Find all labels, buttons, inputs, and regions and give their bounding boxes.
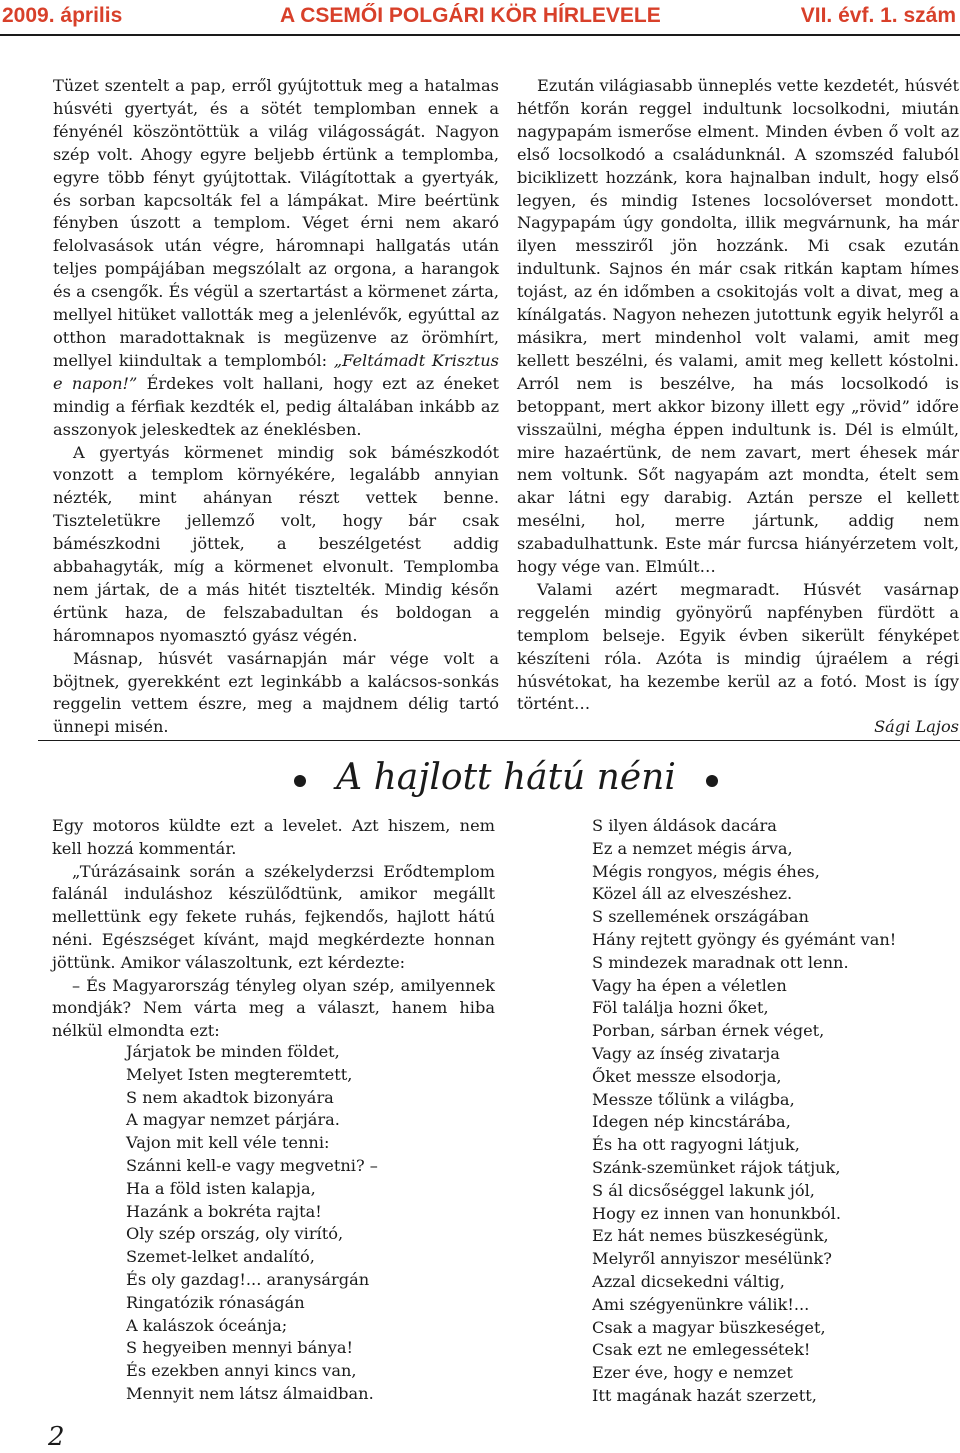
poem-line: Szánni kell-e vagy megvetni? – [126, 1155, 378, 1175]
poem-line: Vajon mit kell véle tenni: [126, 1133, 330, 1153]
poem-line: Idegen nép kincstárába, [592, 1112, 791, 1132]
poem-line: Vagy az ínség zivatarja [592, 1043, 780, 1063]
article-paragraph: Tüzet szentelt a pap, erről gyújtottuk meg a hatalmas húsvéti gyertyát, és a sötét templomban ennek a fényénél köszöntöttük a világ világosságát. Nagyon szép volt. Ahogy egyre beljebb értünk a templomba, egyre több fényt gyújtottak. Világítottak a gyertyák, és sorban kapcsolták fel a lámpákat. Mire beértünk fényben úszott a templom. Véget érni nem akaró felolvasások után végre, háromnapi hallgatás után teljes pompájában megszólalt az orgona, a harangok és a csengők. És végül a szertartást a körmenet zárta, mellyel hitüket vallották meg a jelenlévők, egyúttal az otthon maradottaknak is megüzenve az örömhírt, mellyel kiindultak a templomból: „Feltámadt Krisztus e napon!” Érdekes volt hallani, hogy ezt az éneket mindig a férfiak kezdték el, pedig általában inkább az asszonyok jeleskedtek az éneklésben. [53, 76, 499, 439]
poem-line: Csak ezt ne emlegessétek! [592, 1340, 811, 1360]
poem-line: Melyről annyiszor mesélünk? [592, 1249, 832, 1269]
header-divider [0, 34, 960, 36]
poem-line: Ringatózik rónaságán [126, 1292, 305, 1312]
article-paragraph: A gyertyás körmenet mindig sok bámészkodót vonzott a templom környékére, legalább annyian nézték, mint ahányan részt vettek benne. Tiszteletükre jellemző volt, hogy bár csak bámészkodni jöttek, a beszélgetést addig abbahagyták, míg a körmenet elvonult. Templomba nem jártak, de a más hitét tisztelték. Mindig későn értünk haza, de felszabadultan és boldogan a háromnapos nyomasztó gyász végén. [53, 442, 499, 645]
poem-line: Ha a föld isten kalapja, [126, 1178, 316, 1198]
poem-line: Ezer éve, hogy e nemzet [592, 1363, 793, 1383]
poem-line: Hazánk a bokréta rajta! [126, 1201, 322, 1221]
article-paragraph: Ezután világiasabb ünneplés vette kezdetét, húsvét hétfőn korán reggel indultunk locsolkodni, miután nagypapám ismerőse elment. Minden évben ő volt az első locsolkodó a családunknál. A szomszéd faluból biciklizett hozzánk, kora hajnalban indult, hogy első legyen, és mindig Istenes locsolóverset mondott. Nagypapám úgy gondolta, illik megvárnunk, ha már ilyen messziről jön hozzánk. Mi csak ezután indultunk. Sajnos én már csak ritkán kaptam hímes tojást, az én időmben a csokitojás volt a divat, meg a kínálgatás. Nagyon nehezen jutottunk egyik helyről a másikra, mert mindenhol volt valami, amit meg kellett beszélni, és valami, amit meg kellett kóstolni. Arról nem is beszélve, ha más locsolkodó is betoppant, mert akkor bizony illett egy „rövid” időre visszaülni, mégha éppen indultunk is. Dél is elmúlt, mire hazaértünk, de nem zavart, mert éhesek már nem voltunk. Sőt nagyapám azt mondta, ételt sem akar látni egy darabig. Aztán persze el kellett mesélni, hol, merre jártunk, addig nem szabadulhattunk. Este már furcsa hiányérzetem volt, hogy vége van. Elmúlt… [517, 76, 959, 577]
article-heading-text: A hajlott hátú néni [336, 757, 676, 798]
newsletter-header [0, 0, 960, 34]
letter-intro [52, 815, 495, 1043]
hymn-quote: „Feltámadt Krisztus e napon!” [53, 350, 499, 393]
section-divider [38, 740, 960, 741]
poem-line: Járjatok be minden földet, [126, 1042, 340, 1061]
page-number: 2 [48, 1422, 65, 1452]
poem-line: Közel áll az elveszéshez. [592, 884, 793, 904]
issue-date: 2009. április [2, 4, 123, 27]
article-paragraph: „Túrázásaink során a székelyderzsi Erődtemplom falánál induláshoz készülődtünk, amikor megállt mellettünk egy fekete ruhás, fejkendős, hajlott hátú néni. Egészséget kívánt, majd megkérdezte honnan jöttünk. Amikor válaszoltunk, ezt kérdezte: [52, 861, 495, 972]
issue-number: VII. évf. 1. szám [800, 4, 956, 27]
poem-line: Föl találja hozni őket, [592, 998, 769, 1018]
poem-line: A kalászok óceánja; [126, 1315, 288, 1335]
article-heading [286, 752, 726, 804]
poem-line: Azzal dicsekedni váltig, [592, 1271, 785, 1291]
bullet-icon [706, 775, 718, 787]
article-paragraph: – És Magyarország tényleg olyan szép, amilyennek mondják? Nem várta meg a választ, hanem hiba nélkül elmondta ezt: [52, 975, 495, 1041]
poem-line: Ami szégyenünkre válik!... [592, 1294, 810, 1314]
poem-line: Hogy ez innen van honunkból. [592, 1203, 842, 1223]
poem-line: S mindezek maradnak ott lenn. [592, 952, 849, 972]
newsletter-title: A CSEMŐI POLGÁRI KÖR HÍRLEVELE [280, 4, 661, 27]
poem-part-one [126, 1041, 378, 1406]
poem-line: S szellemének országában [592, 907, 809, 927]
poem-line: Hány rejtett gyöngy és gyémánt van! [592, 929, 897, 949]
poem-line: Őket messze elsodorja, [592, 1066, 782, 1086]
poem-line: S nem akadtok bizonyára [126, 1087, 334, 1107]
poem-line: S ál dicsőséggel lakunk jól, [592, 1180, 815, 1200]
poem-line: Messze tőlünk a világba, [592, 1089, 795, 1109]
easter-article-right-column [517, 75, 959, 739]
poem-line: Szánk-szemünket rájok tátjuk, [592, 1157, 841, 1177]
poem-line: Porban, sárban érnek véget, [592, 1021, 825, 1041]
poem-line: Vagy ha épen a véletlen [592, 975, 787, 995]
author-signature: Sági Lajos [874, 717, 959, 737]
poem-line: Mégis rongyos, mégis éhes, [592, 861, 820, 881]
poem-line: És ha ott ragyogni látjuk, [592, 1135, 800, 1155]
poem-line: A magyar nemzet párjára. [126, 1110, 340, 1130]
poem-line: S hegyeiben mennyi bánya! [126, 1338, 354, 1358]
poem-line: Itt magának hazát szerzett, [592, 1385, 817, 1405]
poem-line: Ez a nemzet mégis árva, [592, 838, 793, 858]
poem-line: Oly szép ország, oly virító, [126, 1224, 344, 1244]
poem-line: Csak a magyar büszkeséget, [592, 1317, 826, 1337]
poem-line: És oly gazdag!... aranysárgán [126, 1269, 370, 1289]
poem-line: Szemet-lelket andalító, [126, 1247, 315, 1267]
easter-article-left-column [53, 75, 499, 739]
article-paragraph: Valami azért megmaradt. Húsvét vasárnap reggelén mindig gyönyörű napfényben fürdött a templom belseje. Egyik évben sikerült fényképet készíteni róla. Azóta is mindig újraélem a régi húsvétokat, ha kezembe kerül az a fotó. Most is így történt… [517, 579, 959, 714]
poem-line: És ezekben annyi kincs van, [126, 1361, 357, 1381]
poem-part-two [592, 815, 896, 1408]
poem-line: Melyet Isten megteremtett, [126, 1064, 353, 1084]
article-paragraph: Egy motoros küldte ezt a levelet. Azt hiszem, nem kell hozzá kommentár. [52, 816, 495, 858]
bullet-icon [294, 775, 306, 787]
poem-line: Mennyit nem látsz álmaidban. [126, 1383, 374, 1403]
poem-line: S ilyen áldások dacára [592, 816, 777, 835]
poem-line: Ez hát nemes büszkeségünk, [592, 1226, 829, 1246]
article-paragraph: Másnap, húsvét vasárnapján már vége volt a böjtnek, gyerekként ezt leginkább a kalácsos-sonkás reggelin vettem észre, meg a majdnem délig tartó ünnepi misén. [53, 648, 499, 737]
